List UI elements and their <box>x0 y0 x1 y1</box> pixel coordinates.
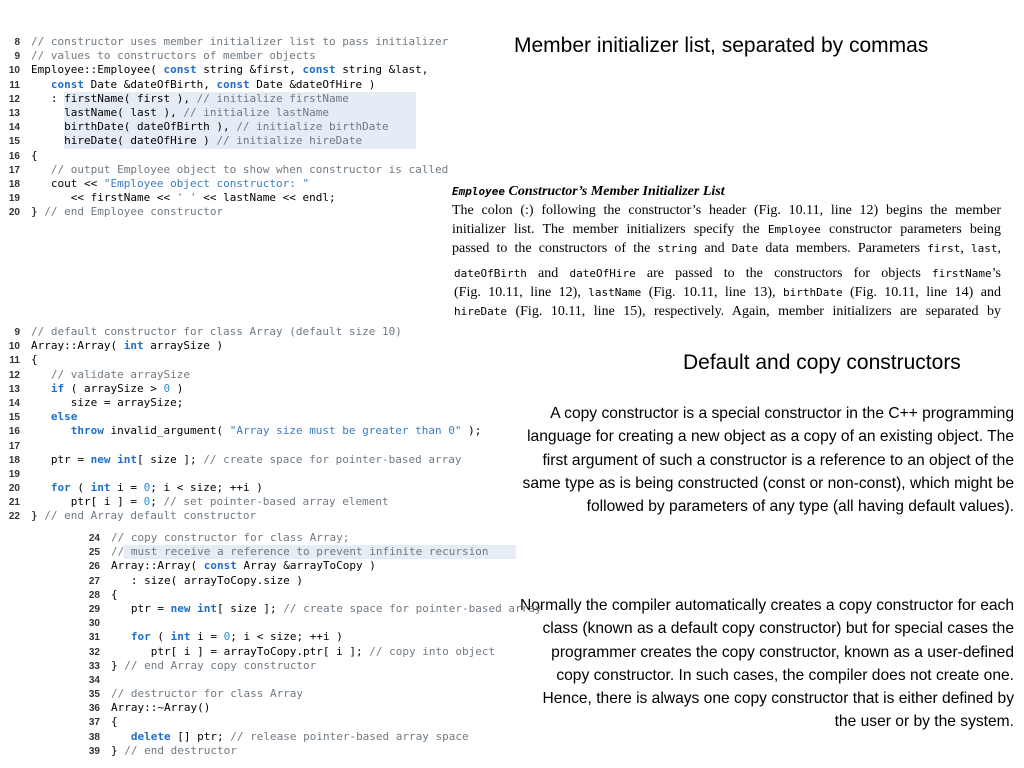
code-line: 22 } // end Array default constructor <box>8 509 257 523</box>
code-line: 12 : firstName( first ), // initialize firstName <box>8 91 349 105</box>
code-line: 30 <box>88 618 100 630</box>
member-initializer-title: Member initializer list, separated by commas <box>514 34 929 57</box>
code-line: 14 size = arraySize; <box>8 395 184 409</box>
code-line: 9 // values to constructors of member objects <box>14 49 316 63</box>
code-line: 19 <box>8 468 20 480</box>
code-line: 15 else <box>8 410 78 424</box>
book-line: initializer list. The member initializers specify the Employee constructor parameters being <box>452 222 1001 237</box>
code-line: 24 // copy constructor for class Array; <box>88 531 350 544</box>
code-line: 17 <box>8 440 20 452</box>
code-line: 33 } // end Array copy constructor <box>88 658 317 672</box>
copy-constructor-paragraph: A copy constructor is a special constructor in the C++ programming language for creating a new object as a copy of an existing object. The first argument of such a constructor is a reference to an object of the same type as is being constructed (const or non-const), which might be followed by parameters of any type (all having default values). <box>522 405 1014 516</box>
code-line: 12 // validate arraySize <box>8 367 190 381</box>
code-line: 35 // destructor for class Array <box>88 687 304 701</box>
code-line: 39 } // end destructor <box>88 743 237 757</box>
code-listing-array-copy <box>80 531 580 758</box>
code-line: 34 <box>88 674 100 686</box>
code-line: 19 << firstName << ' ' << lastName << endl; <box>8 191 336 205</box>
book-heading-code: Employee <box>452 185 505 198</box>
compiler-default-paragraph: Normally the compiler automatically creates a copy constructor for each class (known as a default copy constructor) but for special cases the programmer creates the copy constructor, known as a user-defined copy constructor. In such cases, the compiler does not create one. Hence, there is always one copy constructor that is either defined by the user or by the system. <box>520 597 1015 731</box>
code-line: 9 // default constructor for class Array (default size 10) <box>14 325 402 338</box>
code-line: 17 // output Employee object to show when constructor is called <box>8 162 449 176</box>
book-line: dateOfBirth and dateOfHire are passed to the constructors for objects firstName’s <box>454 266 1001 281</box>
code-line: 31 for ( int i = 0; i < size; ++i ) <box>88 630 343 644</box>
book-excerpt <box>452 182 1001 321</box>
book-heading <box>452 182 1001 201</box>
code-line: 36 Array::~Array() <box>88 701 211 715</box>
code-listing-array-default <box>0 325 540 524</box>
code-line: 13 if ( arraySize > 0 ) <box>8 381 184 395</box>
code-line: 27 : size( arrayToCopy.size ) <box>88 573 304 587</box>
code-line: 13 lastName( last ), // initialize lastName <box>8 105 330 119</box>
code-line: 18 cout << "Employee object constructor: " <box>8 176 310 190</box>
book-line: hireDate (Fig. 10.11, line 15), respectively. Again, member initializers are separated by <box>454 304 1001 319</box>
code-line: 11 const Date &dateOfBirth, const Date &dateOfHire ) <box>9 77 376 91</box>
code-line: 15 hireDate( dateOfHire ) // initialize hireDate <box>8 134 363 148</box>
code-line: 38 delete [] ptr; // release pointer-based array space <box>88 729 469 743</box>
code-line: 26 Array::Array( const Array &arrayToCopy ) <box>88 559 376 573</box>
code-line: 32 ptr[ i ] = arrayToCopy.ptr[ i ]; // copy into object <box>88 644 496 658</box>
code-line: 37 { <box>88 715 118 729</box>
code-line: 14 birthDate( dateOfBirth ), // initialize birthDate <box>8 120 389 134</box>
book-line: (Fig. 10.11, line 12), lastName (Fig. 10.11, line 13), birthDate (Fig. 10.11, line 14) and <box>454 285 1001 300</box>
code-line: 16 throw invalid_argument( "Array size must be greater than 0" ); <box>8 424 482 438</box>
code-line: 11 { <box>9 353 38 367</box>
code-line: 10 Employee::Employee( const string &first, const string &last, <box>8 63 429 77</box>
code-line: 21 ptr[ i ] = 0; // set pointer-based array element <box>8 495 389 509</box>
default-copy-title: Default and copy constructors <box>683 351 961 374</box>
code-line: 8 // constructor uses member initializer list to pass initializer <box>14 35 449 48</box>
code-line: 16 { <box>8 148 38 162</box>
code-line: 28 { <box>88 587 118 601</box>
book-heading-text: Constructor’s Member Initializer List <box>504 184 725 199</box>
code-line: 20 for ( int i = 0; i < size; ++i ) <box>8 481 263 495</box>
code-line: 25 // must receive a reference to prevent infinite recursion <box>88 545 489 559</box>
code-listing-employee <box>0 35 480 219</box>
code-line: 29 ptr = new int[ size ]; // create space for pointer-based array <box>88 601 542 615</box>
book-line: passed to the constructors of the string and Date data members. Parameters first, last, <box>452 241 1002 256</box>
code-line: 10 Array::Array( int arraySize ) <box>8 339 224 353</box>
code-line: 18 ptr = new int[ size ]; // create space for pointer-based array <box>8 452 462 466</box>
code-line: 20 } // end Employee constructor <box>8 205 224 219</box>
book-line: The colon (:) following the constructor’s header (Fig. 10.11, line 12) begins the member <box>452 203 1001 218</box>
